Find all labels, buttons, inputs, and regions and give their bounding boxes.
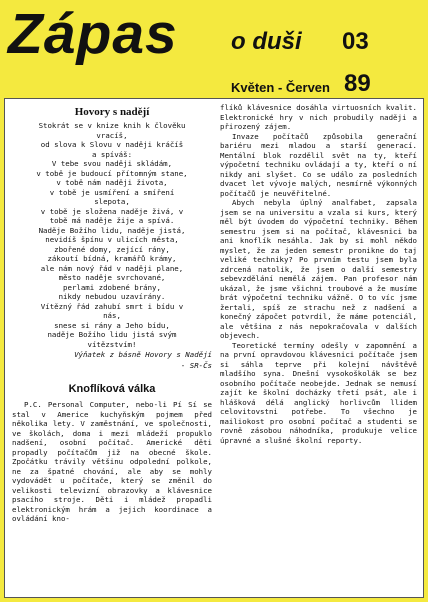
- magazine-title: Zápas: [8, 2, 178, 66]
- issue-date: Květen - Červen: [231, 80, 330, 95]
- page-content: [4, 98, 424, 598]
- poem-line: v tobě je usmíření a smíření: [49, 187, 175, 197]
- article-body-left: [12, 400, 212, 524]
- poem-body: [12, 121, 212, 349]
- article-paragraph: Abych nebyla úplný analfabet, zapsala jsem se na universitu a vzala si kurs, který měl být úvodem do výpočetní techniky. Během semestru jsem si na počítač, klávesnici ba ani knoflík nesáhla. Jak by si mohl někdo myslet, že za jeden semestr pronikne do taj veliké techniky? Po prvním testu jsem byla zdrcená natolik, že jsem o další semestry sebevzdělání nemělá zájem. Pan profesor nám ukázal, že jsme všichni troubové a že musíme brát výpočetní techniku vážně. O to víc jsme žertali, spíš ze strachu než z nadšení a konečný zápočet potvrdil, že máme potenciál, ale většina z nás nepokračovala v dalších objevech.: [220, 198, 417, 340]
- poem-line: nás,: [103, 311, 121, 320]
- poem-line: Stokrát se v knize knih k člověku: [38, 121, 186, 130]
- poem-source: Výňatek z básně Hovory s Nadějí: [74, 350, 212, 359]
- poem-line: Naděje Božího lidu, naděje jistá,: [38, 225, 186, 235]
- poem-author: - SR-Čs: [180, 360, 212, 370]
- article-paragraph: P.C. Personal Computer, nebo-li Pí Sí se stal v Americe kuchyňským pojmem před několika lety. V zaměstnání, ve společnosti, ve školách, doma i mezi mládeží propuklo nadšení, osobní počítač. Americké děti propadly počítačům již na obecné škole. Zpočátku trávily většinu odpolední polkole, ne za špatné chování, ale aby se mohly vydovádět u počítače, který se změnil do velikosti televizní obrazovky a klávesnice psacího stroje. Děti i mládež propadli elektronickým hrám a jejich koordinace a ovládání kno-: [12, 400, 212, 523]
- poem-line: vracíš,: [96, 130, 128, 140]
- article-paragraph: flíků klávesnice dosáhla virtuosních kvalit. Elektronické hry v nich probudily naději a přirozený zájem.: [220, 103, 417, 131]
- poem-line: v tobě je složena naděje živá, v: [40, 206, 184, 216]
- poem-line: v tobě je budoucí přítomným stane,: [36, 168, 188, 178]
- poem-line: nikdy nebudou uzavírány.: [58, 292, 166, 301]
- poem-line: nevidíš špínu v ulicích města,: [45, 235, 179, 244]
- poem-title: Hovory s nadějí: [74, 106, 150, 118]
- page-number: 89: [344, 70, 371, 97]
- poem-line: město naděje svrchované,: [58, 273, 166, 282]
- poem-line: od slova k Slovu v naději kráčíš: [40, 140, 184, 149]
- poem-line: snese si rány a Jeho bídu,: [54, 320, 170, 330]
- right-column: [220, 103, 417, 445]
- article-body-right: [220, 103, 417, 445]
- issue-number: 03: [342, 28, 369, 55]
- poem-line: zákoutí bídná, kramářů krámy,: [47, 254, 177, 263]
- poem-line: v tobě nám naději života,: [56, 178, 168, 187]
- poem-line: a spíváš:: [91, 149, 133, 159]
- poem-line: perlami zdobené brány,: [63, 282, 161, 292]
- poem-line: V tebe svou naději skládám,: [51, 159, 173, 168]
- magazine-subtitle: o duši: [231, 28, 302, 55]
- poem-line: zbořené domy, zející rány,: [54, 244, 170, 254]
- poem-line: vítězstvím!: [87, 339, 137, 349]
- article-paragraph: Teoretické termíny odešly v zapomnění a na první opravdovou klávesnici počítače jsem si sáhla teprve při kolejní návštěvě mladšího syna. Dnešní vysokoškolák se bez osobního počítače neobejde. Jednak se nemusí zajít ke školní docházky třetí psát, ale i hlášková délá anglický horlivcům llidem celovitovstni potřebe. To všechno je mailiokost pro osobní počítač a studenti se rovně zásobou náhodníka, produkuje velice úpravné a slušné školní reporty.: [220, 340, 417, 445]
- left-column: [12, 103, 212, 524]
- article-title: Knoflíková válka: [68, 383, 156, 395]
- poem-line: ale nám nový řád v naději plane,: [40, 263, 184, 273]
- article-paragraph: Invaze počítačů způsobila generační bariéru mezi mladou a starší generací. Mentální blok rozdělil svět na ty, kteří výpočetní techniku ovládají a ty, kteří o ní nikdy ani slyšet. Co se událo za posledních dvacet let vývoje malých, nesmírně výkonných počítačů je neuvěřitelné.: [220, 131, 417, 198]
- poem-line: tobě má naděje žije a spívá.: [49, 216, 175, 225]
- poem-line: naděje Božího lidu jistá svým: [47, 330, 177, 339]
- poem-line: Vítězný řád zahubí smrt i bídu v: [40, 301, 184, 311]
- poem-line: slepota,: [94, 197, 130, 206]
